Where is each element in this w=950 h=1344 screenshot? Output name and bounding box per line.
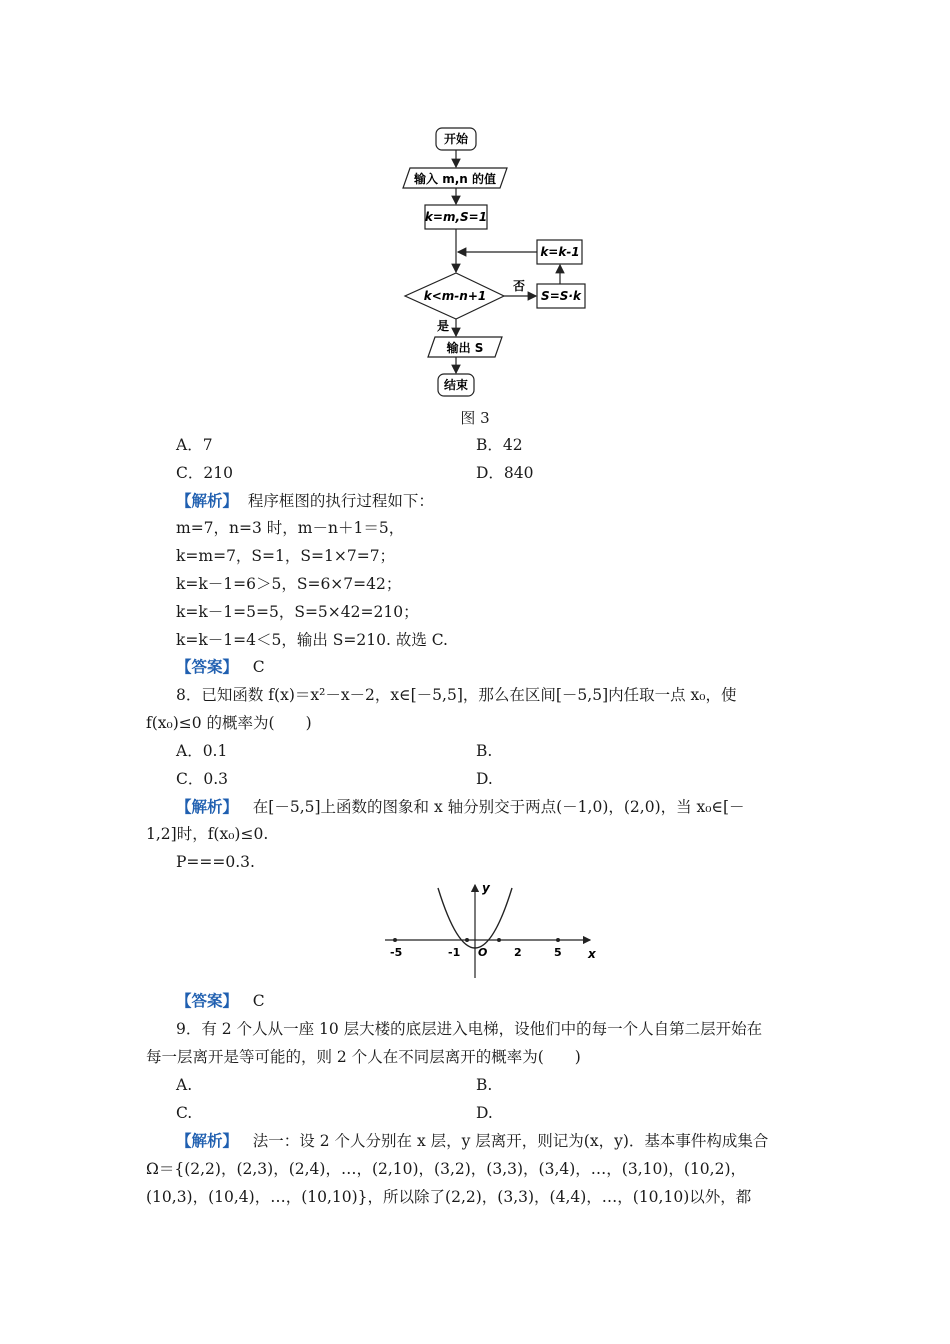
q8-option-b: B. (476, 742, 493, 760)
flowchart-input-label: 输入 m,n 的值 (414, 172, 496, 186)
tick-label-5: 5 (554, 946, 562, 959)
point-2 (497, 938, 501, 942)
q9-option-d: D. (476, 1104, 493, 1122)
q8-option-c: C．0.3 (176, 770, 229, 788)
q8-answer-value: C (252, 992, 265, 1010)
flowchart-init-label: k=m,S=1 (424, 210, 488, 224)
flowchart-yes-label: 是 (436, 319, 450, 333)
q8-answer (176, 990, 265, 1012)
point-neg5 (393, 938, 397, 942)
flowchart-end-label: 结束 (443, 378, 469, 392)
q8-stem-line-2: f(x₀)≤0 的概率为( ) (146, 714, 312, 732)
q8-analysis-line-2: 1,2]时，f(x₀)≤0. (146, 825, 269, 843)
q8-analysis-line-3: P===0.3. (176, 853, 255, 871)
q7-analysis-tag: 【解析】 (176, 492, 239, 510)
flowchart-start-label: 开始 (443, 132, 469, 146)
flowchart-no-label: 否 (512, 279, 526, 293)
tick-label-neg1: -1 (448, 946, 461, 959)
q9-stem-line-1: 9．有 2 个人从一座 10 层大楼的底层进入电梯，设他们中的每一个人自第二层开始在 (176, 1020, 763, 1038)
q7-analysis-line-5: k=k－1=5=5，S=5×42=210； (176, 603, 419, 621)
y-axis-label: y (482, 881, 490, 895)
flowchart-update-s-label: S=S·k (541, 289, 581, 303)
q8-option-a: A．0.1 (176, 742, 228, 760)
q9-analysis-line-1: 【解析】 法一：设 2 个人分别在 x 层，y 层离开，则记为(x，y)．基本事件构成集合 (176, 1132, 769, 1150)
q9-analysis-line-2: Ω＝{(2,2)，(2,3)，(2,4)，…，(2,10)，(3,2)，(3,3)，(3,4)，…，(3,10)，(10,2)， (146, 1160, 746, 1178)
tick-label-neg5: -5 (390, 946, 403, 959)
q7-answer-tag: 【答案】 (176, 658, 239, 676)
parabola-graph (380, 880, 605, 980)
q7-analysis-line-2: m=7，n=3 时，m－n＋1＝5， (176, 519, 405, 537)
q7-option-a: A．7 (176, 436, 213, 454)
q9-analysis-tag: 【解析】 (176, 1132, 239, 1150)
q8-stem-line-1: 8．已知函数 f(x)＝x²－x－2，x∈[－5,5]，那么在区间[－5,5]内任取一点 x₀，使 (176, 686, 737, 704)
q8-option-d: D. (476, 770, 493, 788)
q7-analysis-line-1: 【解析】 程序框图的执行过程如下： (176, 492, 434, 510)
q9-stem-line-2: 每一层离开是等可能的，则 2 个人在不同层离开的概率为( ) (146, 1048, 581, 1066)
q7-answer (176, 656, 265, 678)
q7-answer-value: C (252, 658, 265, 676)
flowchart-output-label: 输出 S (446, 341, 484, 355)
flowchart (380, 120, 600, 405)
point-neg1 (465, 938, 469, 942)
origin-label: O (478, 946, 488, 959)
q7-option-d: D．840 (476, 464, 534, 482)
q7-option-b: B．42 (476, 436, 523, 454)
q9-option-c: C. (176, 1104, 193, 1122)
x-axis-label: x (588, 947, 596, 961)
q7-analysis-line-4: k=k－1=6＞5，S=6×7=42； (176, 575, 402, 593)
q8-analysis-tag: 【解析】 (176, 798, 239, 816)
figure-caption: 图 3 (460, 409, 490, 427)
flowchart-update-k-label: k=k-1 (540, 245, 580, 259)
q8-answer-tag: 【答案】 (176, 992, 239, 1010)
q9-option-b: B. (476, 1076, 493, 1094)
q9-option-a: A. (176, 1076, 193, 1094)
flowchart-condition-label: k<m-n+1 (423, 289, 487, 303)
q8-analysis-line-1: 【解析】 在[－5,5]上函数的图象和 x 轴分别交于两点(－1,0)，(2,0)，当 x₀∈[－ (176, 798, 745, 816)
tick-label-2: 2 (514, 946, 522, 959)
q7-analysis-line-6: k=k－1=4＜5，输出 S=210. 故选 C. (176, 631, 448, 649)
q7-option-c: C．210 (176, 464, 233, 482)
q7-analysis-line-3: k=m=7，S=1，S=1×7=7； (176, 547, 396, 565)
point-5 (556, 938, 560, 942)
q9-analysis-line-3: (10,3)，(10,4)，…，(10,10)}，所以除了(2,2)，(3,3)，(4,4)，…，(10,10)以外，都 (146, 1188, 752, 1206)
